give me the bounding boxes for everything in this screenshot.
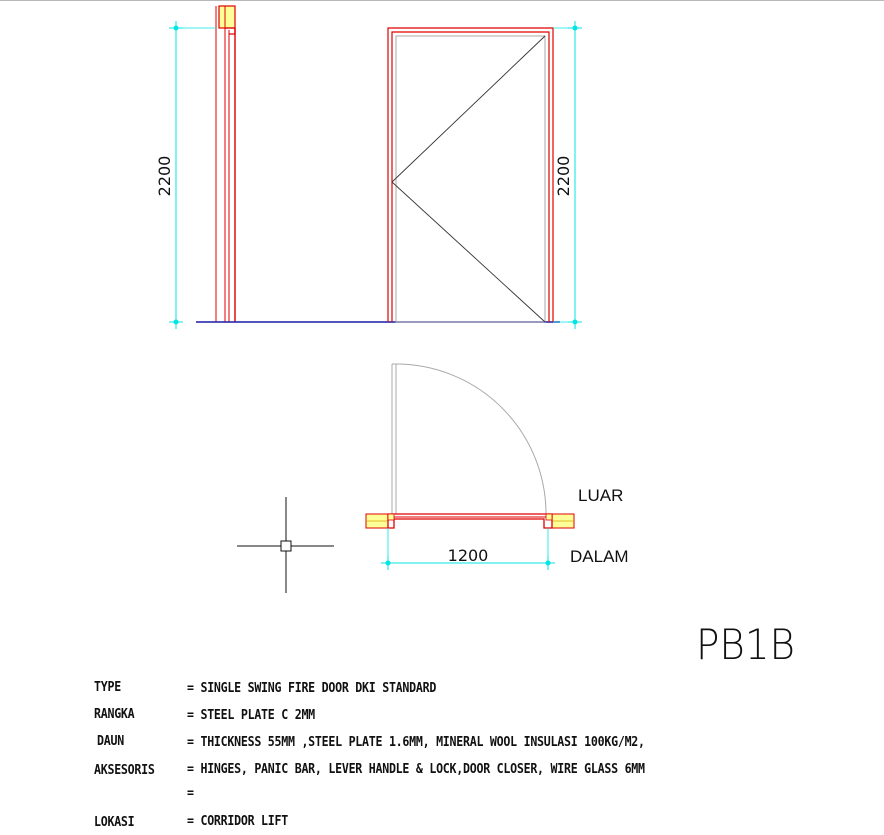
section-wall-top	[219, 6, 235, 28]
side-label-outside: LUAR	[578, 486, 624, 505]
height-dimension-left	[155, 21, 216, 329]
dimension-tick-marker	[169, 315, 183, 329]
spec-label-aksesoris: AKSESORIS	[94, 762, 155, 778]
door-front-elevation	[388, 28, 553, 322]
spec-value-aksesoris: = HINGES, PANIC BAR, LEVER HANDLE & LOCK,DOOR CLOSER, WIRE GLASS 6MM	[187, 761, 645, 777]
spec-value-type: = SINGLE SWING FIRE DOOR DKI STANDARD	[187, 680, 437, 696]
door-frame-inner	[392, 32, 549, 322]
spec-label-daun: DAUN	[97, 733, 124, 749]
door-leaf	[396, 36, 545, 322]
door-frame-outer	[388, 28, 553, 322]
spec-value-lokasi: = CORRIDOR LIFT	[187, 813, 288, 829]
dimension-tick-marker	[381, 556, 395, 570]
width-dimension	[381, 528, 555, 570]
height-dimension-right-label: 2200	[554, 155, 573, 197]
dimension-tick-marker	[541, 556, 555, 570]
spec-label-lokasi: LOKASI	[94, 814, 135, 830]
spec-value-rangka: = STEEL PLATE C 2MM	[187, 707, 315, 723]
door-code-label: PB1B	[696, 620, 795, 669]
dimension-tick-marker	[568, 315, 582, 329]
height-dimension-left-label: 2200	[155, 155, 174, 197]
door-swing-indicator	[392, 36, 545, 322]
spec-label-type: TYPE	[94, 679, 121, 695]
frame-stop-right	[546, 514, 552, 520]
frame-stop-left	[388, 514, 394, 520]
height-dimension-right	[553, 21, 582, 329]
spec-value-daun: = THICKNESS 55MM ,STEEL PLATE 1.6MM, MINERAL WOOL INSULASI 100KG/M2,	[187, 734, 645, 750]
door-plan-view	[366, 364, 574, 528]
door-section-elevation	[216, 6, 235, 322]
section-frame-stop	[225, 28, 235, 34]
dimension-tick-marker	[568, 21, 582, 35]
crosshair-cursor-icon	[237, 497, 334, 593]
dimension-tick-marker	[169, 21, 183, 35]
spec-label-rangka: RANGKA	[94, 706, 135, 722]
width-dimension-label: 1200	[447, 546, 489, 565]
frame-profile-plan	[388, 514, 552, 528]
spec-value-empty: =	[187, 785, 194, 801]
door-swing-arc	[396, 364, 546, 514]
side-label-inside: DALAM	[570, 547, 629, 566]
